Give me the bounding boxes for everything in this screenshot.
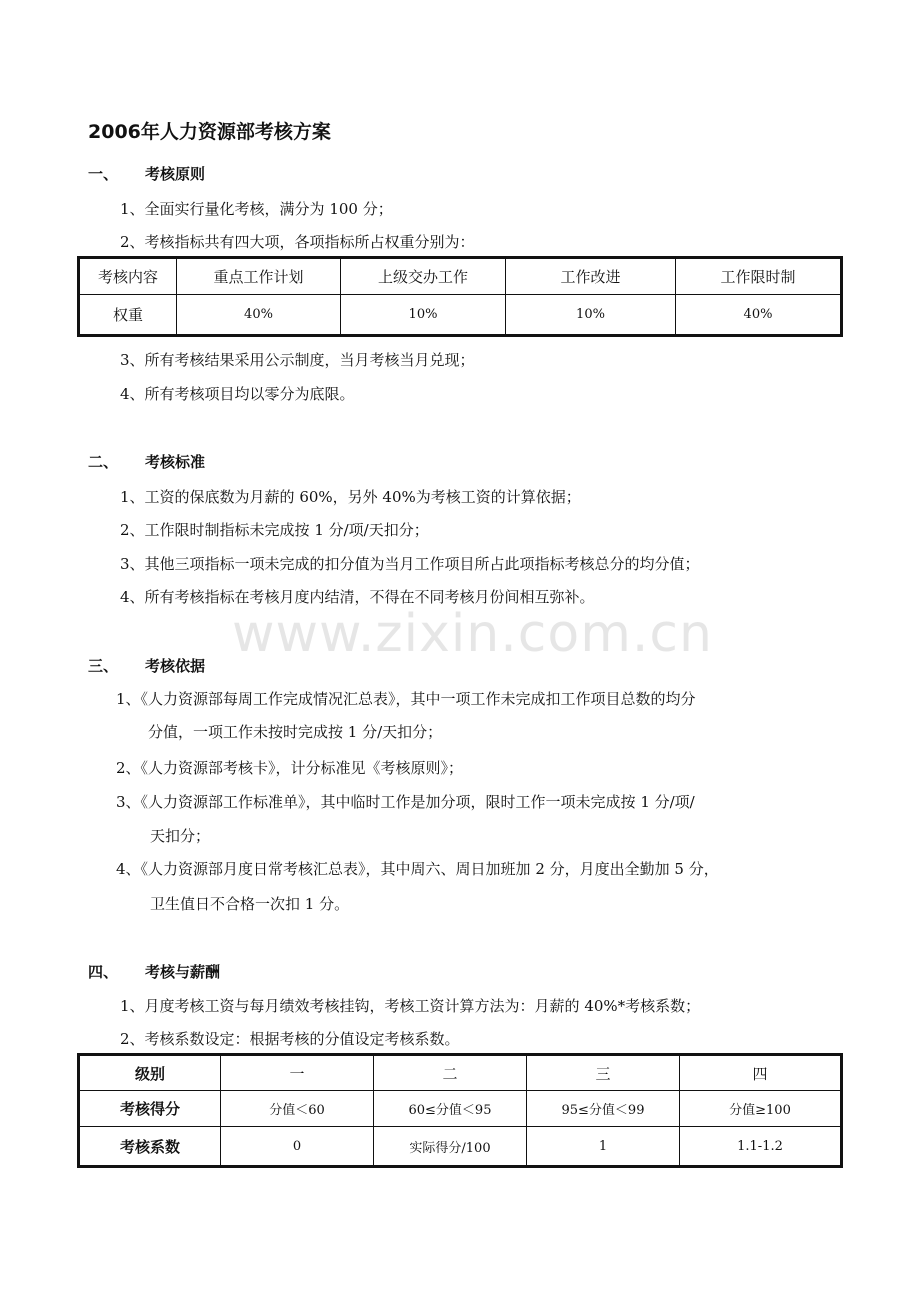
table-header-cell: 工作改进	[506, 258, 676, 295]
table-cell: 0	[221, 1127, 374, 1167]
weight-table	[77, 256, 843, 337]
paragraph: 2、工作限时制指标未完成按 1 分/项/天扣分；	[120, 521, 429, 539]
section-number: 三、	[88, 657, 119, 675]
table-cell: 10%	[506, 295, 676, 336]
table-header-cell: 工作限时制	[676, 258, 842, 295]
table-cell: 1	[527, 1127, 680, 1167]
table-cell: 60≤分值＜95	[374, 1091, 527, 1127]
table-cell: 1.1-1.2	[680, 1127, 842, 1167]
table-cell: 95≤分值＜99	[527, 1091, 680, 1127]
coefficient-table	[77, 1053, 843, 1168]
table-header-cell: 三	[527, 1055, 680, 1091]
section-number: 四、	[88, 963, 119, 981]
paragraph: 2、《人力资源部考核卡》，计分标准见《考核原则》；	[116, 759, 464, 777]
table-row-label: 考核得分	[79, 1091, 221, 1127]
table-header-cell: 一	[221, 1055, 374, 1091]
section-number: 二、	[88, 453, 119, 471]
table-header-cell: 级别	[79, 1055, 221, 1091]
paragraph: 4、所有考核项目均以零分为底限。	[120, 385, 355, 403]
table-row-label: 考核系数	[79, 1127, 221, 1167]
table-cell: 10%	[341, 295, 506, 336]
table-cell: 分值＜60	[221, 1091, 374, 1127]
paragraph: 2、考核系数设定：根据考核的分值设定考核系数。	[120, 1030, 460, 1048]
section-title: 考核原则	[145, 165, 206, 183]
paragraph: 4、所有考核指标在考核月度内结清，不得在不同考核月份间相互弥补。	[120, 588, 595, 606]
table-cell: 40%	[177, 295, 341, 336]
document-title: 2006年人力资源部考核方案	[88, 121, 331, 143]
table-cell: 分值≥100	[680, 1091, 842, 1127]
paragraph: 3、《人力资源部工作标准单》，其中临时工作是加分项，限时工作一项未完成按 1 分/项/	[116, 793, 695, 811]
paragraph: 1、月度考核工资与每月绩效考核挂钩，考核工资计算方法为：月薪的 40%*考核系数；	[120, 997, 701, 1015]
table-header-cell: 二	[374, 1055, 527, 1091]
watermark: www.zixin.com.cn	[232, 604, 713, 664]
table-header-cell: 重点工作计划	[177, 258, 341, 295]
paragraph-continuation: 天扣分；	[150, 827, 211, 845]
section-title: 考核与薪酬	[145, 963, 221, 981]
paragraph: 1、工资的保底数为月薪的 60%，另外 40%为考核工资的计算依据；	[120, 488, 581, 506]
table-cell: 40%	[676, 295, 842, 336]
table-cell: 实际得分/100	[374, 1127, 527, 1167]
paragraph: 1、《人力资源部每周工作完成情况汇总表》，其中一项工作未完成扣工作项目总数的均分	[116, 690, 696, 708]
paragraph: 3、所有考核结果采用公示制度，当月考核当月兑现；	[120, 351, 475, 369]
table-header-cell: 四	[680, 1055, 842, 1091]
section-number: 一、	[88, 165, 119, 183]
paragraph: 1、全面实行量化考核，满分为 100 分；	[120, 200, 393, 218]
paragraph-continuation: 分值，一项工作未按时完成按 1 分/天扣分；	[148, 723, 443, 741]
table-cell: 权重	[79, 295, 177, 336]
section-title: 考核依据	[145, 657, 206, 675]
paragraph-continuation: 卫生值日不合格一次扣 1 分。	[150, 895, 350, 913]
section-title: 考核标准	[145, 453, 206, 471]
paragraph: 4、《人力资源部月度日常考核汇总表》，其中周六、周日加班加 2 分，月度出全勤加 5 分，	[116, 860, 719, 878]
table-header-cell: 上级交办工作	[341, 258, 506, 295]
paragraph: 2、考核指标共有四大项，各项指标所占权重分别为：	[120, 233, 475, 251]
table-header-cell: 考核内容	[79, 258, 177, 295]
paragraph: 3、其他三项指标一项未完成的扣分值为当月工作项目所占此项指标考核总分的均分值；	[120, 555, 700, 573]
